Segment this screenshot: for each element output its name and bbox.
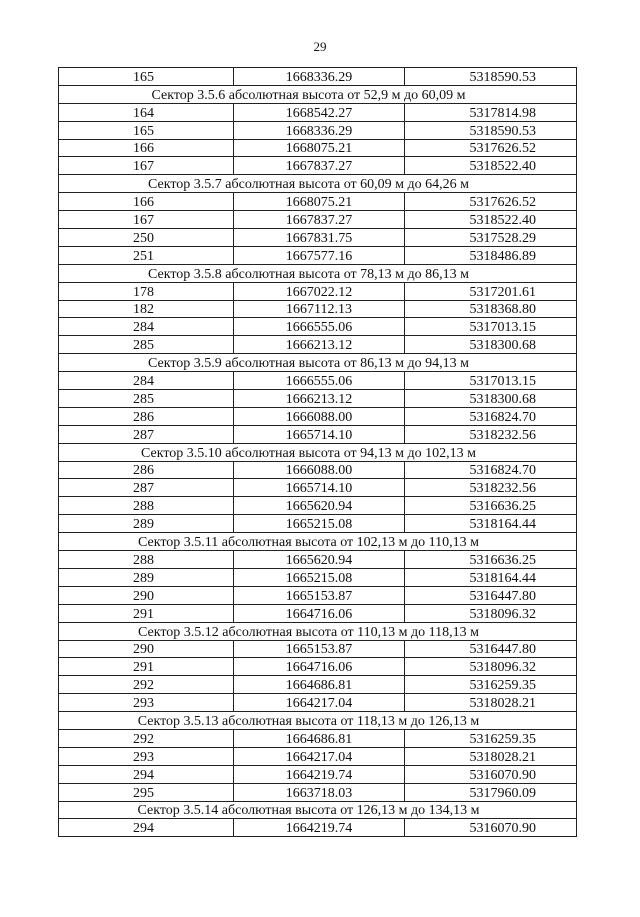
point-number-cell bbox=[59, 568, 234, 586]
point-number-value: 250 bbox=[133, 230, 154, 246]
x-coordinate-cell bbox=[234, 211, 405, 229]
y-coordinate-cell bbox=[405, 658, 577, 676]
y-coordinate-value: 5318300.68 bbox=[469, 338, 536, 354]
sector-header-cell bbox=[59, 533, 577, 551]
x-coordinate-value: 1667577.16 bbox=[285, 248, 353, 264]
y-coordinate-value: 5318522.40 bbox=[469, 159, 536, 175]
table-row bbox=[59, 211, 577, 229]
y-coordinate-value: 5316447.80 bbox=[469, 642, 536, 658]
y-coordinate-value: 5318368.80 bbox=[469, 302, 536, 318]
table-row bbox=[59, 551, 577, 569]
point-number-value: 288 bbox=[133, 499, 154, 515]
x-coordinate-value: 1665714.10 bbox=[285, 427, 353, 443]
point-number-cell bbox=[59, 139, 234, 157]
table-row bbox=[59, 336, 577, 354]
sector-header-row bbox=[59, 175, 577, 193]
point-number-cell bbox=[59, 318, 234, 336]
table-row bbox=[59, 425, 577, 443]
point-number-value: 284 bbox=[133, 320, 154, 336]
sector-label: Сектор 3.5.6 абсолютная высота от 52,9 м до 60,09 м bbox=[151, 87, 466, 103]
point-number-cell bbox=[59, 604, 234, 622]
table-row bbox=[59, 729, 577, 747]
y-coordinate-cell bbox=[405, 318, 577, 336]
x-coordinate-cell bbox=[234, 157, 405, 175]
y-coordinate-cell bbox=[405, 68, 577, 86]
table-row bbox=[59, 461, 577, 479]
y-coordinate-cell bbox=[405, 479, 577, 497]
y-coordinate-value: 5316259.35 bbox=[469, 731, 536, 747]
x-coordinate-value: 1667837.27 bbox=[285, 213, 353, 229]
point-number-value: 286 bbox=[133, 409, 154, 425]
point-number-cell bbox=[59, 586, 234, 604]
x-coordinate-value: 1665153.87 bbox=[285, 642, 353, 658]
sector-header-cell bbox=[59, 622, 577, 640]
point-number-cell bbox=[59, 157, 234, 175]
point-number-value: 289 bbox=[133, 570, 154, 586]
x-coordinate-value: 1663718.03 bbox=[285, 785, 353, 801]
y-coordinate-cell bbox=[405, 211, 577, 229]
sector-header-row bbox=[59, 801, 577, 819]
y-coordinate-value: 5317960.09 bbox=[469, 785, 536, 801]
point-number-cell bbox=[59, 515, 234, 533]
point-number-cell bbox=[59, 497, 234, 515]
x-coordinate-cell bbox=[234, 139, 405, 157]
point-number-cell bbox=[59, 300, 234, 318]
x-coordinate-cell bbox=[234, 461, 405, 479]
sector-label: Сектор 3.5.13 абсолютная высота от 118,13 м до 126,13 м bbox=[137, 713, 480, 729]
point-number-value: 290 bbox=[133, 642, 154, 658]
y-coordinate-cell bbox=[405, 568, 577, 586]
point-number-cell bbox=[59, 121, 234, 139]
point-number-cell bbox=[59, 390, 234, 408]
x-coordinate-value: 1665714.10 bbox=[285, 481, 353, 497]
x-coordinate-value: 1664219.74 bbox=[285, 821, 353, 837]
y-coordinate-cell bbox=[405, 372, 577, 390]
sector-label: Сектор 3.5.11 абсолютная высота от 102,13 м до 110,13 м bbox=[138, 535, 479, 551]
table-row bbox=[59, 676, 577, 694]
sector-header-cell bbox=[59, 264, 577, 282]
point-number-value: 166 bbox=[133, 195, 154, 211]
table-row bbox=[59, 604, 577, 622]
point-number-value: 287 bbox=[133, 481, 154, 497]
point-number-value: 292 bbox=[133, 678, 154, 694]
y-coordinate-cell bbox=[405, 103, 577, 121]
x-coordinate-value: 1668075.21 bbox=[285, 195, 353, 211]
sector-header-row bbox=[59, 622, 577, 640]
y-coordinate-value: 5317814.98 bbox=[469, 105, 536, 121]
x-coordinate-cell bbox=[234, 103, 405, 121]
x-coordinate-value: 1664686.81 bbox=[285, 678, 353, 694]
x-coordinate-value: 1666213.12 bbox=[285, 338, 353, 354]
y-coordinate-value: 5318028.21 bbox=[469, 696, 536, 712]
y-coordinate-value: 5318164.44 bbox=[469, 517, 536, 533]
point-number-value: 285 bbox=[133, 338, 154, 354]
table-row bbox=[59, 497, 577, 515]
y-coordinate-cell bbox=[405, 586, 577, 604]
y-coordinate-value: 5317528.29 bbox=[469, 230, 536, 246]
x-coordinate-cell bbox=[234, 390, 405, 408]
sector-label: Сектор 3.5.8 абсолютная высота от 78,13 м до 86,13 м bbox=[148, 266, 469, 282]
table-row bbox=[59, 157, 577, 175]
y-coordinate-cell bbox=[405, 300, 577, 318]
table-row bbox=[59, 229, 577, 247]
y-coordinate-cell bbox=[405, 551, 577, 569]
y-coordinate-cell bbox=[405, 407, 577, 425]
y-coordinate-cell bbox=[405, 139, 577, 157]
x-coordinate-value: 1666088.00 bbox=[285, 409, 353, 425]
table-row bbox=[59, 193, 577, 211]
x-coordinate-value: 1667112.13 bbox=[286, 302, 352, 318]
point-number-cell bbox=[59, 68, 234, 86]
point-number-value: 285 bbox=[133, 391, 154, 407]
x-coordinate-value: 1664686.81 bbox=[285, 731, 353, 747]
x-coordinate-value: 1664217.04 bbox=[285, 696, 353, 712]
sector-header-cell bbox=[59, 354, 577, 372]
sector-header-cell bbox=[59, 801, 577, 819]
sector-label: Сектор 3.5.12 абсолютная высота от 110,13 м до 118,13 м bbox=[138, 624, 479, 640]
point-number-cell bbox=[59, 479, 234, 497]
x-coordinate-cell bbox=[234, 300, 405, 318]
point-number-cell bbox=[59, 407, 234, 425]
point-number-value: 293 bbox=[133, 749, 154, 765]
coordinates-table-body bbox=[59, 68, 577, 837]
x-coordinate-cell bbox=[234, 336, 405, 354]
point-number-value: 294 bbox=[133, 767, 154, 783]
y-coordinate-cell bbox=[405, 425, 577, 443]
point-number-cell bbox=[59, 336, 234, 354]
point-number-value: 291 bbox=[133, 606, 154, 622]
x-coordinate-cell bbox=[234, 246, 405, 264]
sector-header-row bbox=[59, 712, 577, 730]
table-row bbox=[59, 139, 577, 157]
x-coordinate-value: 1666213.12 bbox=[285, 391, 353, 407]
x-coordinate-value: 1664716.06 bbox=[285, 606, 353, 622]
y-coordinate-cell bbox=[405, 121, 577, 139]
x-coordinate-cell bbox=[234, 193, 405, 211]
x-coordinate-value: 1665620.94 bbox=[285, 499, 353, 515]
table-row bbox=[59, 121, 577, 139]
x-coordinate-cell bbox=[234, 747, 405, 765]
y-coordinate-cell bbox=[405, 694, 577, 712]
x-coordinate-cell bbox=[234, 819, 405, 837]
point-number-cell bbox=[59, 783, 234, 801]
x-coordinate-value: 1665620.94 bbox=[285, 552, 353, 568]
table-row bbox=[59, 765, 577, 783]
sector-header-row bbox=[59, 85, 577, 103]
y-coordinate-value: 5318300.68 bbox=[469, 391, 536, 407]
x-coordinate-value: 1666088.00 bbox=[285, 463, 353, 479]
table-row bbox=[59, 300, 577, 318]
x-coordinate-cell bbox=[234, 372, 405, 390]
y-coordinate-value: 5316259.35 bbox=[469, 678, 536, 694]
x-coordinate-cell bbox=[234, 479, 405, 497]
y-coordinate-value: 5318232.56 bbox=[469, 427, 536, 443]
x-coordinate-value: 1665215.08 bbox=[285, 517, 353, 533]
y-coordinate-cell bbox=[405, 497, 577, 515]
x-coordinate-value: 1667831.75 bbox=[285, 230, 353, 246]
y-coordinate-value: 5318164.44 bbox=[469, 570, 536, 586]
table-row bbox=[59, 515, 577, 533]
point-number-value: 294 bbox=[133, 821, 154, 837]
y-coordinate-value: 5316070.90 bbox=[469, 821, 536, 837]
point-number-value: 167 bbox=[133, 159, 154, 175]
y-coordinate-value: 5318096.32 bbox=[469, 606, 536, 622]
point-number-cell bbox=[59, 282, 234, 300]
point-number-value: 164 bbox=[133, 105, 154, 121]
x-coordinate-cell bbox=[234, 497, 405, 515]
y-coordinate-cell bbox=[405, 461, 577, 479]
point-number-value: 287 bbox=[133, 427, 154, 443]
y-coordinate-value: 5316636.25 bbox=[469, 552, 536, 568]
x-coordinate-cell bbox=[234, 568, 405, 586]
y-coordinate-value: 5318590.53 bbox=[469, 69, 536, 85]
x-coordinate-value: 1664217.04 bbox=[285, 749, 353, 765]
point-number-value: 286 bbox=[133, 463, 154, 479]
y-coordinate-cell bbox=[405, 783, 577, 801]
x-coordinate-cell bbox=[234, 229, 405, 247]
sector-label: Сектор 3.5.9 абсолютная высота от 86,13 м до 94,13 м bbox=[148, 356, 469, 372]
sector-header-row bbox=[59, 264, 577, 282]
table-row bbox=[59, 819, 577, 837]
point-number-cell bbox=[59, 658, 234, 676]
table-row bbox=[59, 479, 577, 497]
table-row bbox=[59, 783, 577, 801]
x-coordinate-cell bbox=[234, 407, 405, 425]
y-coordinate-cell bbox=[405, 604, 577, 622]
point-number-value: 167 bbox=[133, 213, 154, 229]
point-number-value: 288 bbox=[133, 552, 154, 568]
sector-label: Сектор 3.5.7 абсолютная высота от 60,09 м до 64,26 м bbox=[148, 177, 469, 193]
point-number-value: 295 bbox=[133, 785, 154, 801]
point-number-cell bbox=[59, 211, 234, 229]
x-coordinate-cell bbox=[234, 318, 405, 336]
x-coordinate-value: 1665215.08 bbox=[285, 570, 353, 586]
x-coordinate-cell bbox=[234, 676, 405, 694]
sector-header-cell bbox=[59, 443, 577, 461]
y-coordinate-value: 5318232.56 bbox=[469, 481, 536, 497]
x-coordinate-cell bbox=[234, 604, 405, 622]
sector-label: Сектор 3.5.10 абсолютная высота от 94,13 м до 102,13 м bbox=[141, 445, 476, 461]
sector-header-cell bbox=[59, 712, 577, 730]
table-row bbox=[59, 103, 577, 121]
point-number-cell bbox=[59, 640, 234, 658]
x-coordinate-cell bbox=[234, 694, 405, 712]
y-coordinate-value: 5317626.52 bbox=[469, 195, 536, 211]
table-row bbox=[59, 390, 577, 408]
y-coordinate-cell bbox=[405, 157, 577, 175]
point-number-value: 293 bbox=[133, 696, 154, 712]
x-coordinate-cell bbox=[234, 586, 405, 604]
y-coordinate-cell bbox=[405, 229, 577, 247]
point-number-value: 292 bbox=[133, 731, 154, 747]
x-coordinate-cell bbox=[234, 729, 405, 747]
x-coordinate-cell bbox=[234, 765, 405, 783]
table-row bbox=[59, 282, 577, 300]
table-row bbox=[59, 640, 577, 658]
point-number-cell bbox=[59, 103, 234, 121]
y-coordinate-cell bbox=[405, 729, 577, 747]
y-coordinate-value: 5317013.15 bbox=[469, 320, 536, 336]
point-number-cell bbox=[59, 729, 234, 747]
point-number-cell bbox=[59, 461, 234, 479]
x-coordinate-cell bbox=[234, 551, 405, 569]
y-coordinate-value: 5316447.80 bbox=[469, 588, 536, 604]
point-number-value: 166 bbox=[133, 141, 154, 157]
point-number-cell bbox=[59, 819, 234, 837]
y-coordinate-cell bbox=[405, 246, 577, 264]
point-number-value: 291 bbox=[133, 660, 154, 676]
y-coordinate-cell bbox=[405, 515, 577, 533]
coordinates-table bbox=[58, 67, 577, 837]
point-number-cell bbox=[59, 551, 234, 569]
y-coordinate-value: 5318486.89 bbox=[469, 248, 536, 264]
y-coordinate-value: 5316824.70 bbox=[469, 463, 536, 479]
y-coordinate-cell bbox=[405, 282, 577, 300]
x-coordinate-value: 1665153.87 bbox=[285, 588, 353, 604]
y-coordinate-value: 5318096.32 bbox=[469, 660, 536, 676]
table-row bbox=[59, 372, 577, 390]
x-coordinate-cell bbox=[234, 121, 405, 139]
y-coordinate-value: 5317201.61 bbox=[469, 284, 536, 300]
point-number-value: 165 bbox=[133, 69, 154, 85]
point-number-cell bbox=[59, 765, 234, 783]
y-coordinate-value: 5317626.52 bbox=[469, 141, 536, 157]
y-coordinate-value: 5316636.25 bbox=[469, 499, 536, 515]
y-coordinate-cell bbox=[405, 193, 577, 211]
table-row bbox=[59, 568, 577, 586]
x-coordinate-cell bbox=[234, 425, 405, 443]
point-number-cell bbox=[59, 229, 234, 247]
y-coordinate-value: 5318028.21 bbox=[469, 749, 536, 765]
sector-header-row bbox=[59, 533, 577, 551]
point-number-cell bbox=[59, 694, 234, 712]
x-coordinate-cell bbox=[234, 515, 405, 533]
x-coordinate-value: 1668075.21 bbox=[285, 141, 353, 157]
table-row bbox=[59, 694, 577, 712]
y-coordinate-value: 5316824.70 bbox=[469, 409, 536, 425]
table-row bbox=[59, 246, 577, 264]
sector-header-cell bbox=[59, 175, 577, 193]
point-number-cell bbox=[59, 676, 234, 694]
y-coordinate-cell bbox=[405, 676, 577, 694]
point-number-cell bbox=[59, 747, 234, 765]
table-row bbox=[59, 658, 577, 676]
x-coordinate-cell bbox=[234, 282, 405, 300]
sector-header-cell bbox=[59, 85, 577, 103]
table-row bbox=[59, 68, 577, 86]
y-coordinate-cell bbox=[405, 390, 577, 408]
x-coordinate-cell bbox=[234, 640, 405, 658]
x-coordinate-cell bbox=[234, 783, 405, 801]
x-coordinate-value: 1668336.29 bbox=[285, 69, 353, 85]
table-row bbox=[59, 318, 577, 336]
x-coordinate-value: 1667022.12 bbox=[285, 284, 353, 300]
point-number-cell bbox=[59, 372, 234, 390]
sector-label: Сектор 3.5.14 абсолютная высота от 126,13 м до 134,13 м bbox=[137, 803, 480, 819]
point-number-cell bbox=[59, 425, 234, 443]
table-row bbox=[59, 407, 577, 425]
y-coordinate-cell bbox=[405, 747, 577, 765]
point-number-value: 284 bbox=[133, 374, 154, 390]
y-coordinate-value: 5316070.90 bbox=[469, 767, 536, 783]
y-coordinate-cell bbox=[405, 336, 577, 354]
point-number-value: 165 bbox=[133, 123, 154, 139]
point-number-cell bbox=[59, 246, 234, 264]
x-coordinate-value: 1668542.27 bbox=[285, 105, 353, 121]
table-row bbox=[59, 586, 577, 604]
x-coordinate-value: 1664219.74 bbox=[285, 767, 353, 783]
x-coordinate-cell bbox=[234, 68, 405, 86]
x-coordinate-cell bbox=[234, 658, 405, 676]
y-coordinate-value: 5318590.53 bbox=[469, 123, 536, 139]
x-coordinate-value: 1666555.06 bbox=[285, 374, 353, 390]
point-number-value: 289 bbox=[133, 517, 154, 533]
page-number: 29 bbox=[313, 39, 327, 54]
point-number-value: 251 bbox=[133, 248, 154, 264]
x-coordinate-value: 1668336.29 bbox=[285, 123, 353, 139]
y-coordinate-cell bbox=[405, 819, 577, 837]
y-coordinate-value: 5317013.15 bbox=[469, 374, 536, 390]
y-coordinate-cell bbox=[405, 765, 577, 783]
x-coordinate-value: 1667837.27 bbox=[285, 159, 353, 175]
y-coordinate-cell bbox=[405, 640, 577, 658]
sector-header-row bbox=[59, 443, 577, 461]
sector-header-row bbox=[59, 354, 577, 372]
table-row bbox=[59, 747, 577, 765]
point-number-value: 178 bbox=[133, 284, 154, 300]
x-coordinate-value: 1666555.06 bbox=[285, 320, 353, 336]
point-number-value: 182 bbox=[133, 302, 154, 318]
y-coordinate-value: 5318522.40 bbox=[469, 213, 536, 229]
x-coordinate-value: 1664716.06 bbox=[285, 660, 353, 676]
point-number-value: 290 bbox=[133, 588, 154, 604]
point-number-cell bbox=[59, 193, 234, 211]
